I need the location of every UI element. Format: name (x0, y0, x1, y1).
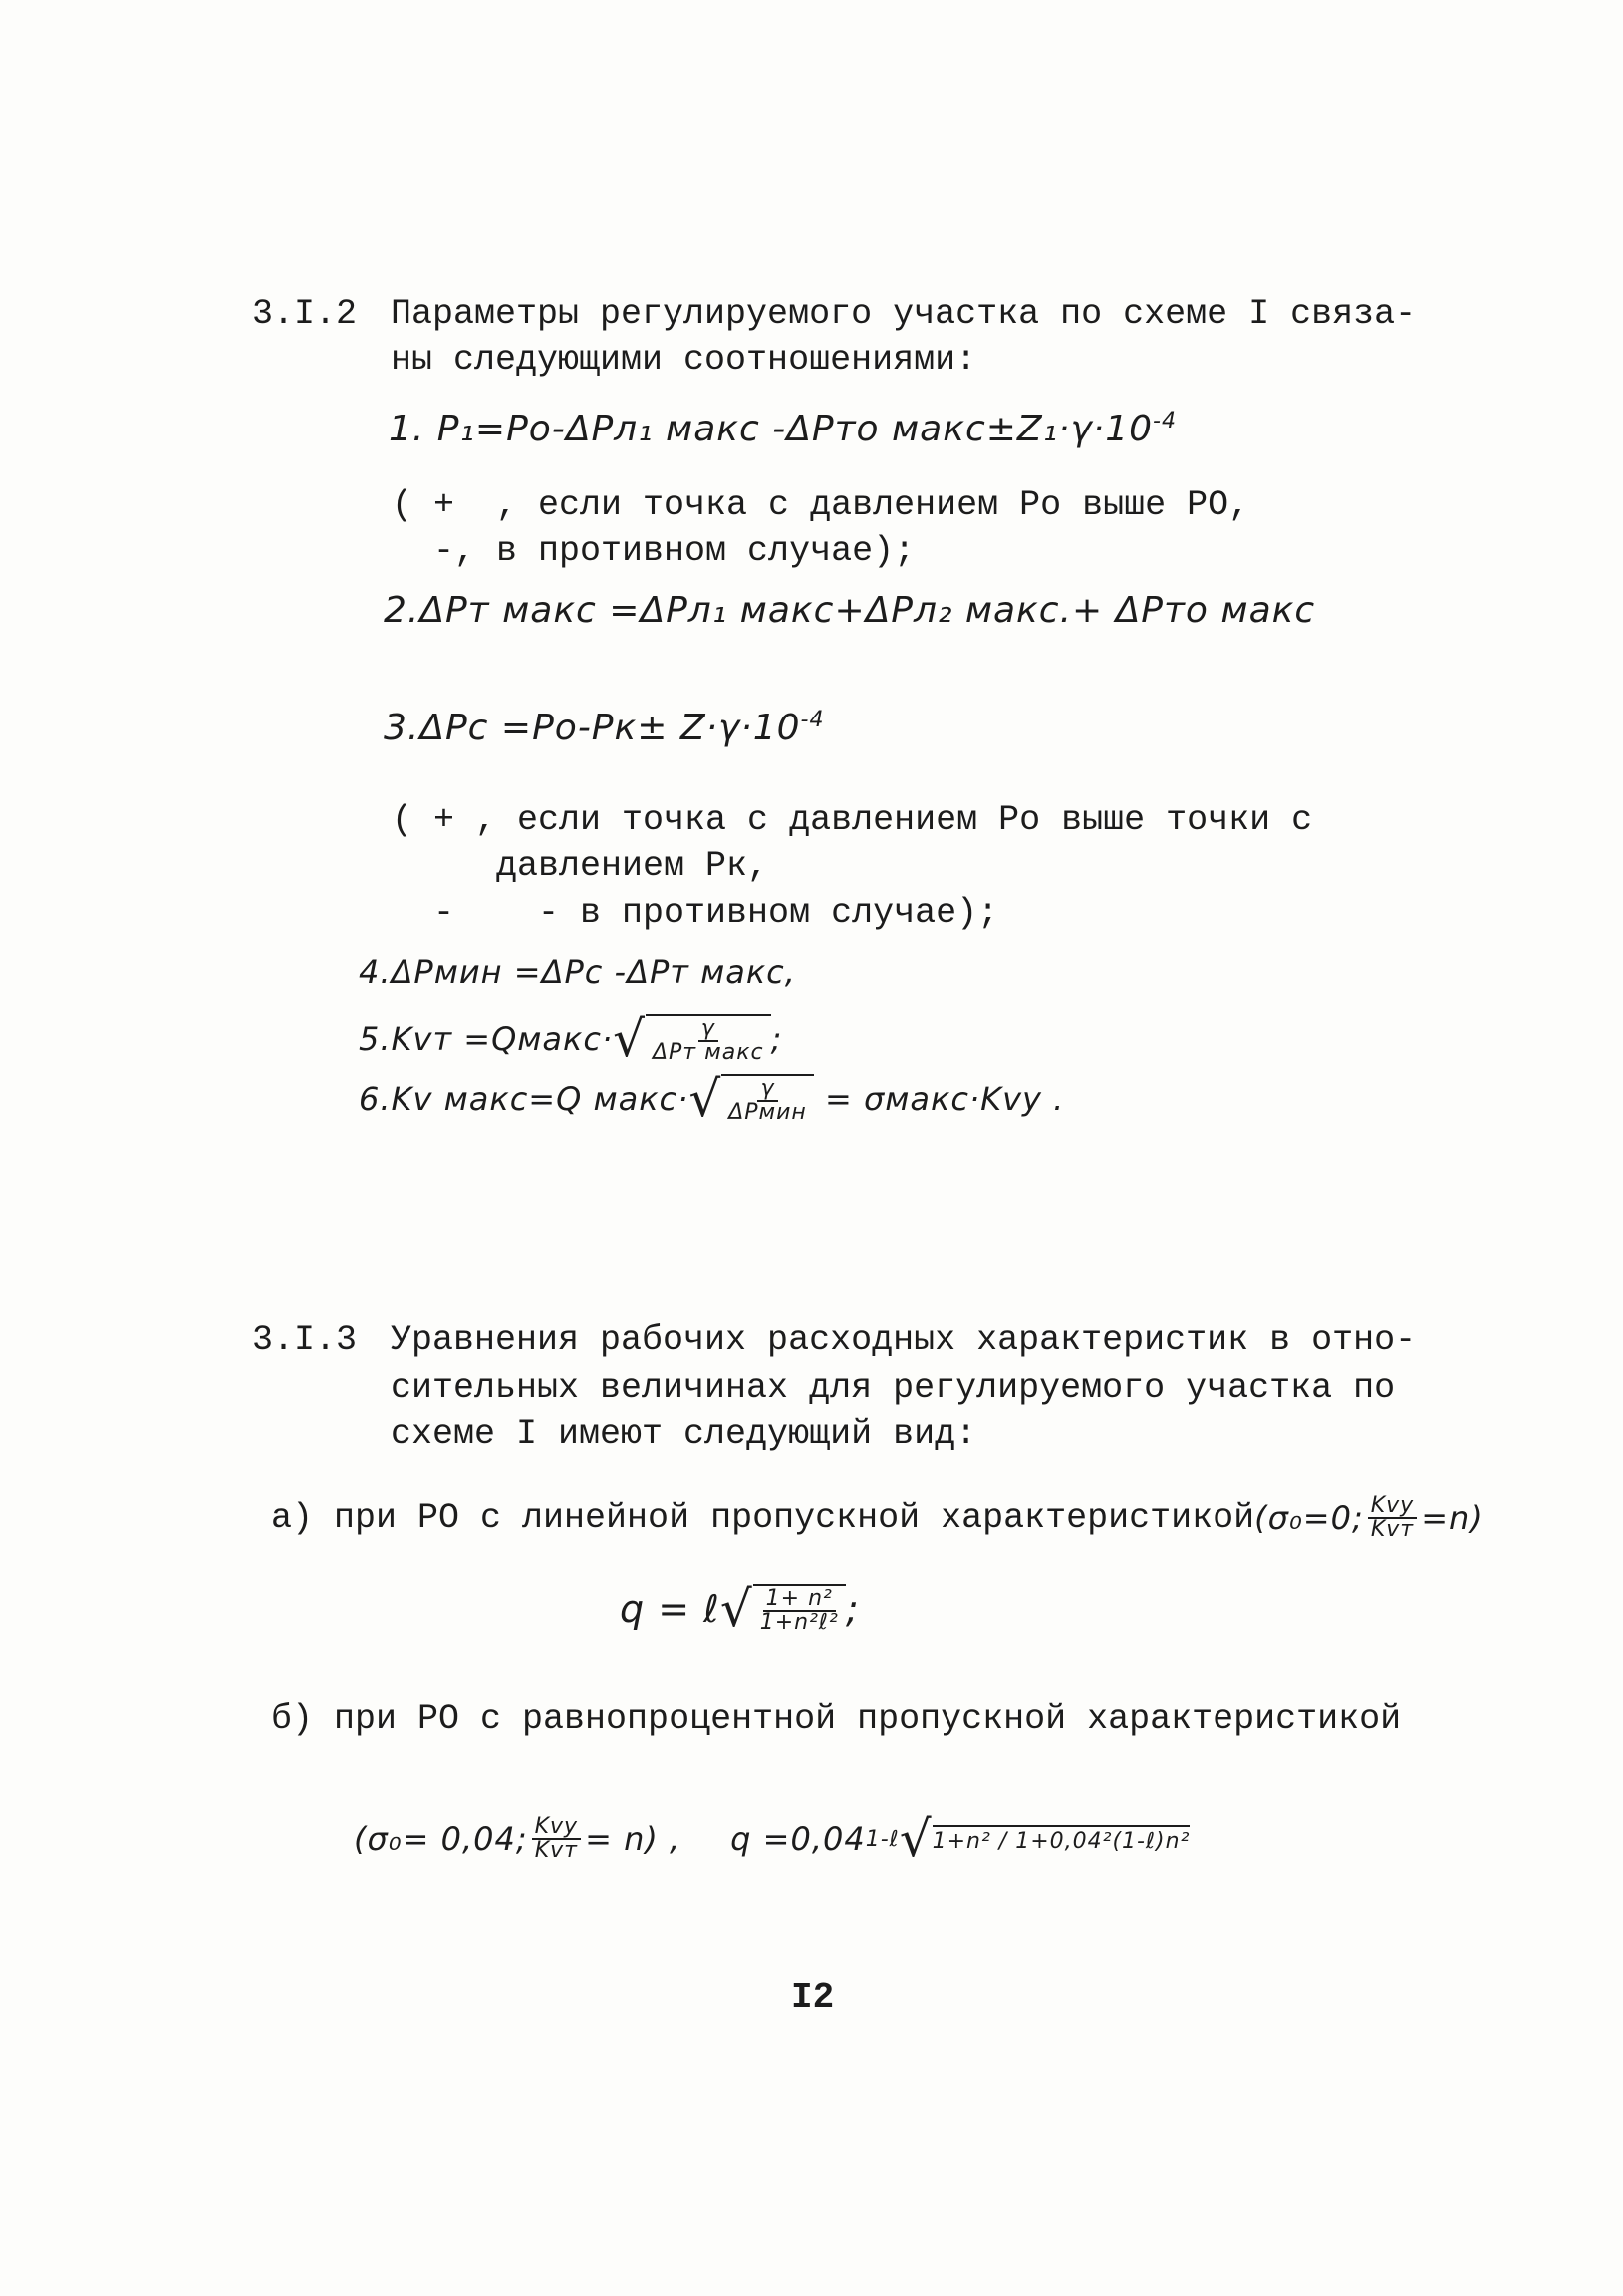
formula-4: 4.ΔPмин =ΔPс -ΔPт макс, (359, 953, 796, 991)
formula-5-denominator: ΔPт макс (652, 1040, 764, 1065)
formula-5-tail: ; (770, 1020, 783, 1058)
item-a-condition-fraction (1368, 1495, 1417, 1541)
section-313-heading-line2: сительных величинах для регулируемого участка по (391, 1368, 1396, 1408)
section-313-heading-line3: схеме I имеют следующий вид: (391, 1414, 977, 1454)
section-313-heading-line1: Уравнения рабочих расходных характеристик в отно- (391, 1320, 1417, 1360)
formula-b-exponent: 1-ℓ (865, 1826, 900, 1852)
formula-6-denominator: ΔPмин (728, 1100, 807, 1125)
note-2-line1: ( + , если точка с давлением Ро выше точки с (392, 800, 1313, 840)
formula-3-exponent: -4 (800, 708, 825, 732)
formula-6 (359, 1070, 1065, 1128)
formula-5 (359, 1010, 783, 1068)
section-312-heading-line2: ны следующими соотношениями: (391, 340, 977, 380)
formula-1-pow: 10 (1105, 409, 1154, 449)
formula-a (620, 1580, 860, 1638)
item-a-condition-numerator: Kvу (1368, 1495, 1417, 1519)
section-312-heading-line1: Параметры регулируемого участка по схеме I связа- (391, 294, 1417, 334)
formula-5-lhs: 5.Kvт =Qмакс· (359, 1020, 614, 1058)
formula-b-condition-numerator: Kvу (532, 1816, 581, 1840)
item-a-condition-lhs: (σ₀=0; (1254, 1499, 1364, 1537)
item-b-text: б) при РО с равнопроцентной пропускной характеристикой (271, 1699, 1402, 1739)
formula-6-tail: = σмакс·Kvу . (813, 1080, 1065, 1118)
formula-5-numerator: γ (698, 1018, 718, 1042)
formula-1-exponent: -4 (1153, 409, 1177, 433)
note-1-line1: ( + , если точка с давлением Ро выше РО, (392, 485, 1250, 525)
formula-a-numerator: 1+ n² (763, 1588, 836, 1612)
radical-sign: √ (613, 1010, 646, 1068)
formula-b-sqrt (899, 1810, 1191, 1867)
formula-2: 2.ΔPт макс =ΔPл₁ макс+ΔPл₂ макс.+ ΔPто макс (384, 590, 1316, 631)
radical-sign: √ (719, 1580, 753, 1638)
item-a-condition-tail: =n) (1421, 1499, 1484, 1537)
note-2-line3: - - в противном случае); (392, 893, 999, 933)
formula-6-lhs: 6.Kv макс=Q макс· (359, 1080, 689, 1118)
page-number: I2 (791, 1977, 835, 2018)
item-a-condition-denominator: Kvт (1370, 1517, 1415, 1542)
formula-a-fraction (757, 1588, 842, 1634)
formula-6-sqrt (688, 1070, 813, 1128)
formula-1-body: 1. P₁=Pо-ΔPл₁ макс -ΔPто макс±Z₁·γ· (389, 409, 1106, 449)
formula-a-denominator: 1+n²ℓ² (759, 1610, 839, 1635)
formula-b-lhs: q =0,04 (730, 1820, 866, 1858)
item-a (271, 1495, 1484, 1541)
radical-sign: √ (688, 1070, 722, 1128)
note-1-line2: -, в противном случае); (392, 531, 916, 571)
formula-b-radicand: 1+n² / 1+0,04²(1-ℓ)n² (933, 1825, 1191, 1854)
formula-b-condition-tail: = n) , (585, 1820, 681, 1858)
radical-sign: √ (899, 1810, 933, 1867)
note-2-line2: давлением Рк, (392, 846, 769, 886)
formula-a-tail: ; (845, 1587, 860, 1631)
formula-5-fraction (650, 1018, 767, 1064)
formula-5-sqrt (613, 1010, 770, 1068)
formula-b-condition-denominator: Kvт (534, 1838, 578, 1863)
formula-b-condition-fraction (532, 1816, 581, 1862)
section-312-number: 3.I.2 (252, 294, 358, 334)
item-a-condition (1254, 1495, 1484, 1541)
section-313-number: 3.I.3 (252, 1320, 358, 1360)
formula-b (354, 1810, 1191, 1867)
formula-a-sqrt (719, 1580, 846, 1638)
formula-a-lhs: q = ℓ (620, 1587, 720, 1631)
formula-3-body: 3.ΔPс =Pо-Pк± Z·γ·10 (384, 708, 801, 748)
formula-1 (389, 409, 1177, 449)
formula-6-numerator: γ (757, 1078, 777, 1102)
formula-3 (384, 708, 824, 748)
item-a-text: а) при РО с линейной пропускной характеристикой (271, 1498, 1255, 1538)
formula-6-fraction (725, 1078, 810, 1124)
formula-b-condition-lhs: (σ₀= 0,04; (354, 1820, 528, 1858)
